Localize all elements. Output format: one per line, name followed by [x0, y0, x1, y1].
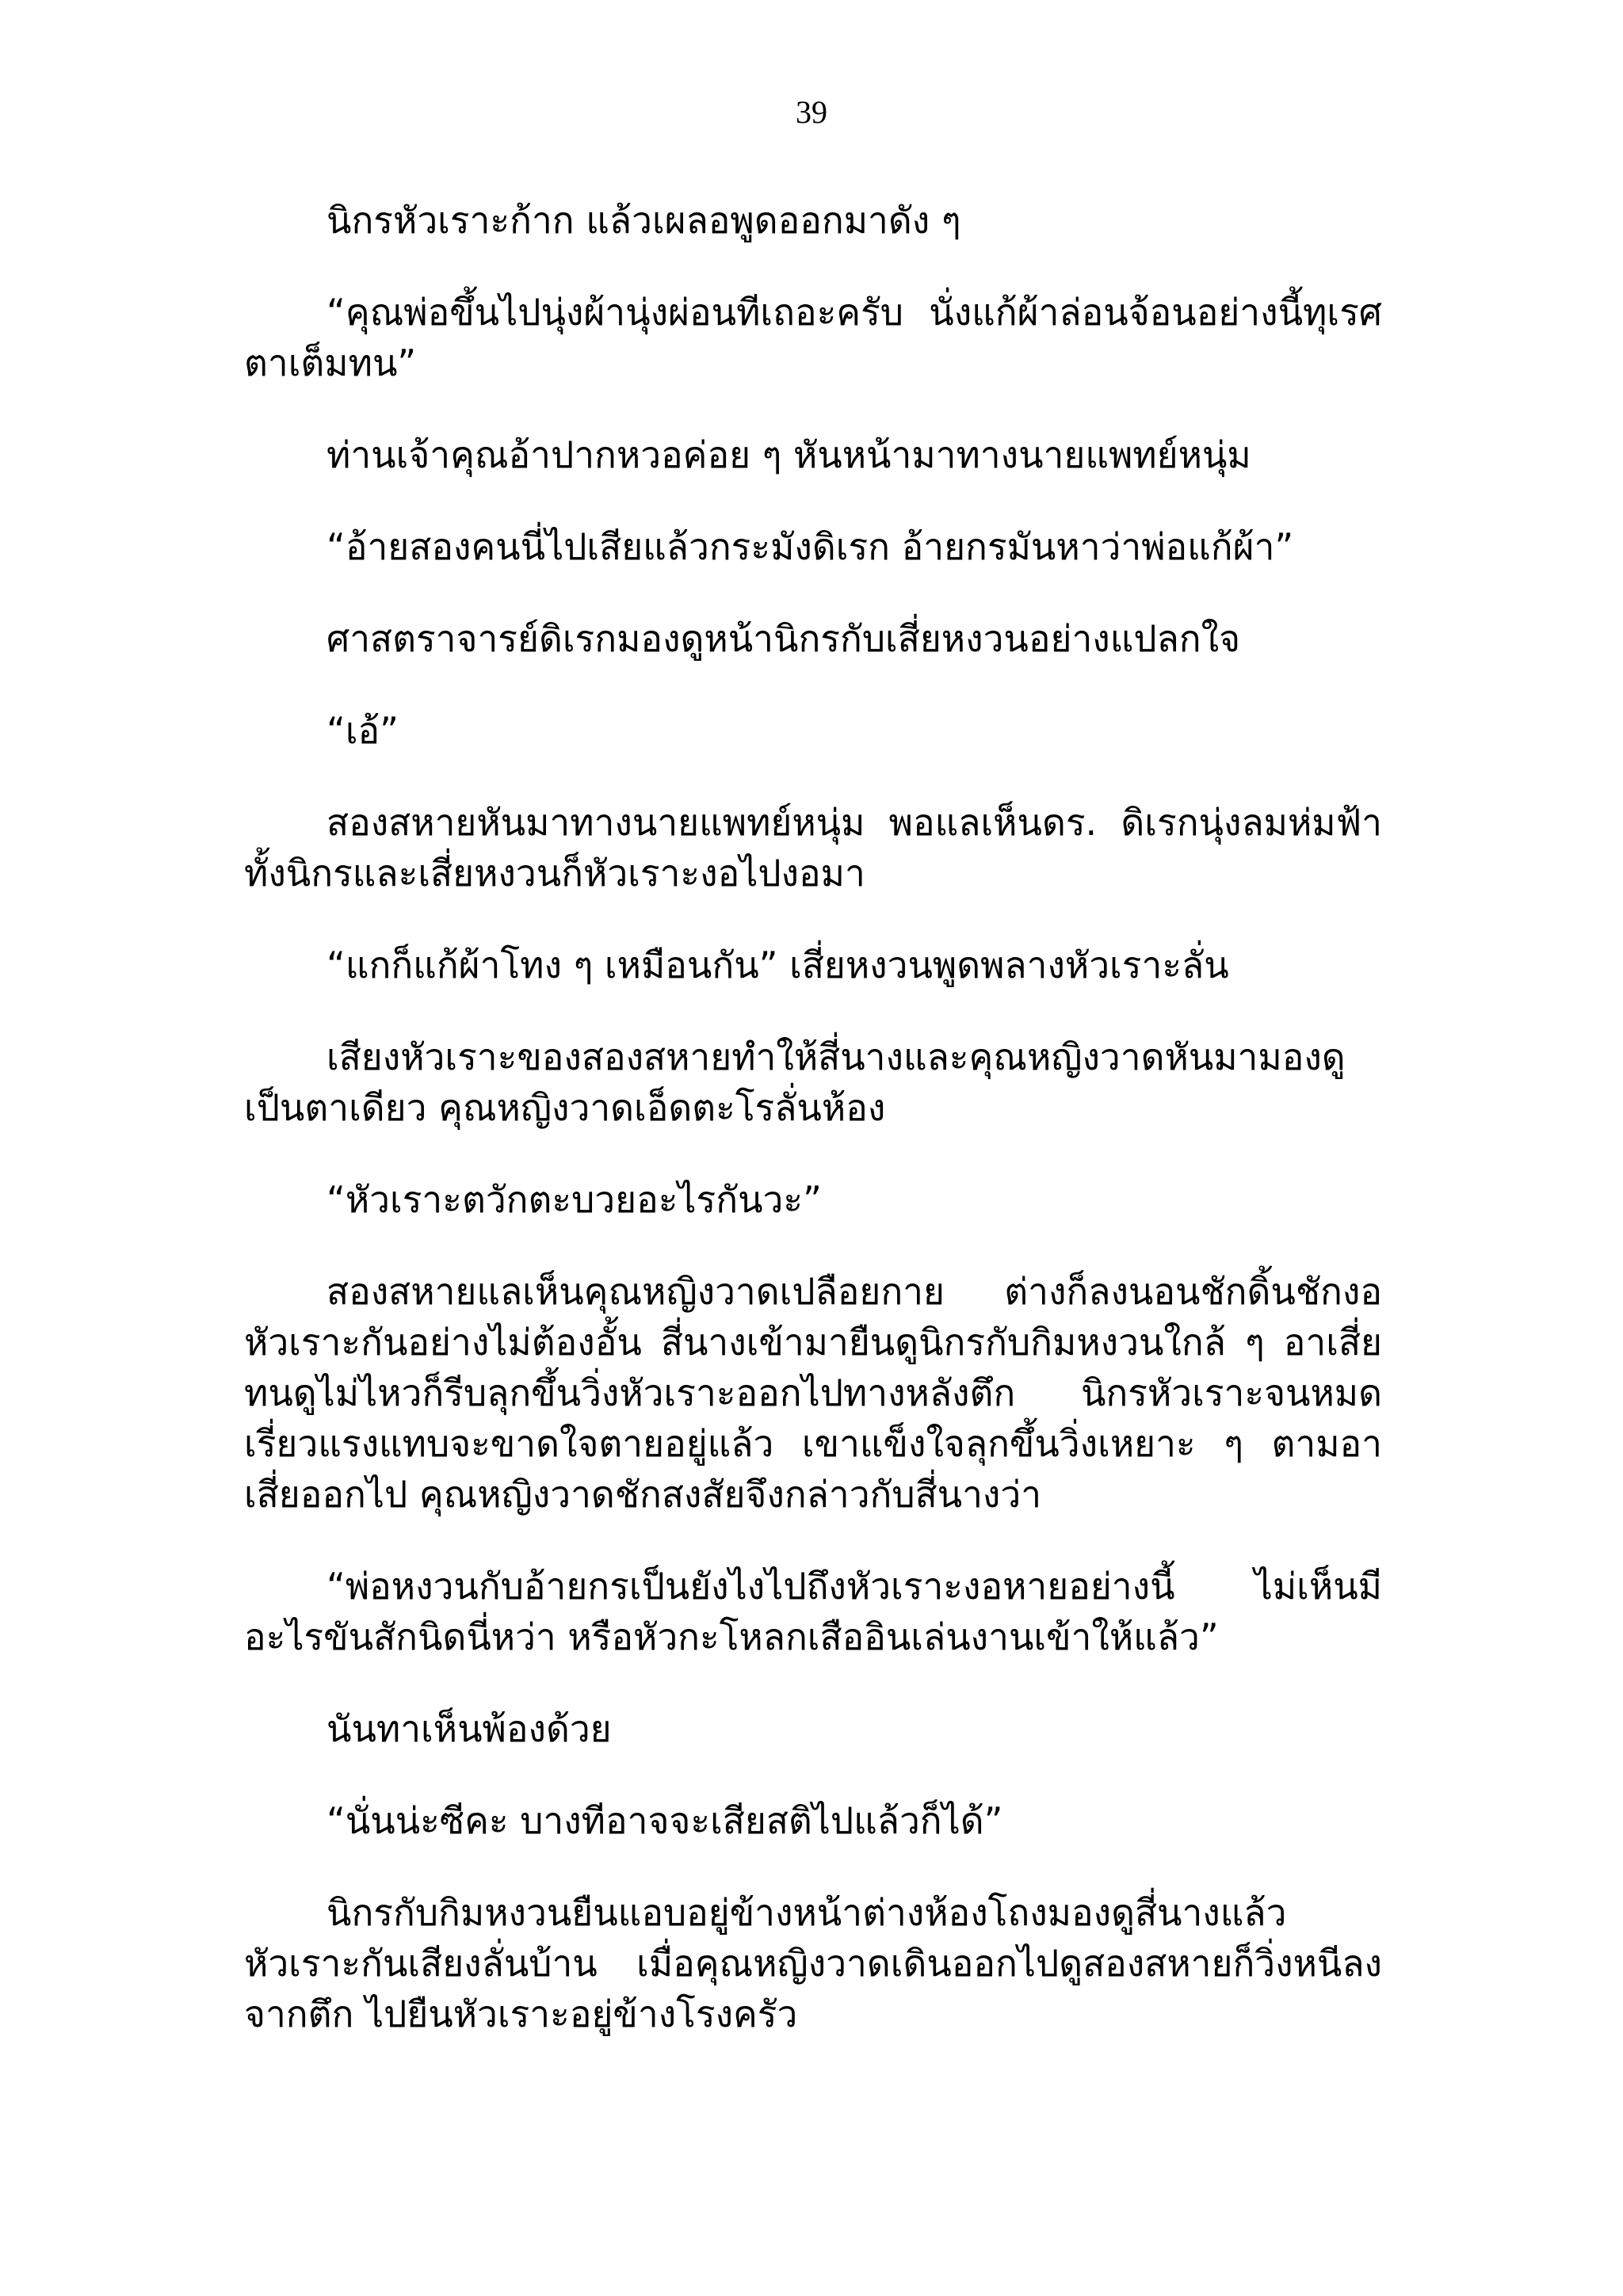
paragraph: “พ่อหงวนกับอ้ายกรเป็นยังไงไปถึงหัวเราะงอหายอย่างนี้ ไม่เห็นมีอะไรขันสักนิดนี่หว่า หรือหัวกะโหลกเสืออินเล่นงานเข้าให้แล้ว” — [244, 1565, 1382, 1658]
paragraph: เสียงหัวเราะของสองสหายทำให้สี่นางและคุณหญิงวาดหันมามองดูเป็นตาเดียว คุณหญิงวาดเอ็ดตะโรลั่นห้อง — [244, 1035, 1346, 1129]
paragraph: สองสหายหันมาทางนายแพทย์หนุ่ม พอแลเห็นดร. ดิเรกนุ่งลมห่มฟ้าทั้งนิกรและเสี่ยหงวนก็หัวเราะงอไปงอมา — [244, 801, 1382, 894]
paragraph: “อ้ายสองคนนี่ไปเสียแล้วกระมังดิเรก อ้ายกรมันหาว่าพ่อแก้ผ้า” — [327, 525, 1294, 568]
paragraph: นิกรหัวเราะก้าก แล้วเผลอพูดออกมาดัง ๆ — [327, 199, 961, 242]
paragraph: สองสหายแลเห็นคุณหญิงวาดเปลือยกาย ต่างก็ลงนอนชักดิ้นชักงอหัวเราะกันอย่างไม่ต้องอั้น สี่นางเข้ามายืนดูนิกรกับกิมหงวนใกล้ ๆ อาเสี่ยทนดูไม่ไหวก็รีบลุกขึ้นวิ่งหัวเราะออกไปทางหลังตึก นิกรหัวเราะจนหมดเรี่ยวแรงแทบจะขาดใจตายอยู่แล้ว เขาแข็งใจลุกขึ้นวิ่งเหยาะ ๆ ตามอาเสี่ยออกไป คุณหญิงวาดชักสงสัยจึงกล่าวกับสี่นางว่า — [244, 1270, 1382, 1516]
page-number: 39 — [796, 94, 827, 130]
body-text — [244, 195, 1382, 2081]
paragraph: “หัวเราะตวักตะบวยอะไรกันวะ” — [327, 1178, 822, 1221]
paragraph: “คุณพ่อขึ้นไปนุ่งผ้านุ่งผ่อนทีเถอะครับ นั่งแก้ผ้าล่อนจ้อนอย่างนี้ทุเรศตาเต็มทน” — [244, 291, 1382, 384]
paragraph: “นั่นน่ะซีคะ บางทีอาจจะเสียสติไปแล้วก็ได้” — [327, 1799, 1003, 1842]
paragraph: “แกก็แก้ผ้าโทง ๆ เหมือนกัน” เสี่ยหงวนพูดพลางหัวเราะลั่น — [327, 944, 1229, 986]
paragraph: นันทาเห็นพ้องด้วย — [327, 1707, 612, 1750]
paragraph: “เอ้” — [327, 709, 399, 752]
paragraph: ท่านเจ้าคุณอ้าปากหวอค่อย ๆ หันหน้ามาทางนายแพทย์หนุ่ม — [327, 433, 1251, 476]
paragraph: ศาสตราจารย์ดิเรกมองดูหน้านิกรกับเสี่ยหงวนอย่างแปลกใจ — [327, 617, 1241, 660]
paragraph: นิกรกับกิมหงวนยืนแอบอยู่ข้างหน้าต่างห้องโถงมองดูสี่นางแล้วหัวเราะกันเสียงลั่นบ้าน เมื่อคุณหญิงวาดเดินออกไปดูสองสหายก็วิ่งหนีลงจากตึก ไปยืนหัวเราะอยู่ข้างโรงครัว — [244, 1891, 1382, 2035]
